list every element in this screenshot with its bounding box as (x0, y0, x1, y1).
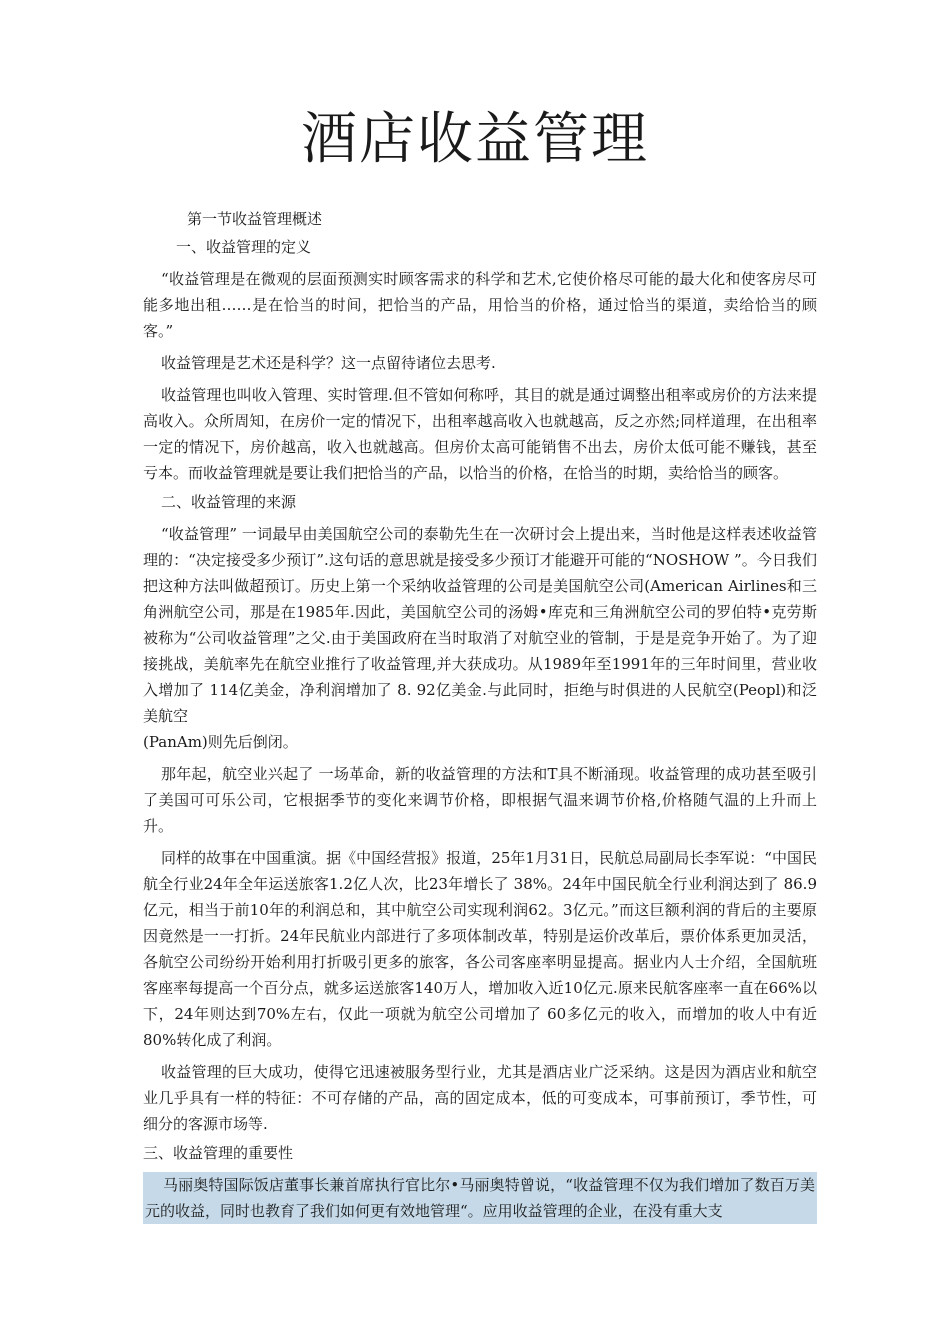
paragraph-alias: 收益管理也叫收入管理、实时管理.但不管如何称呼，其目的就是通过调整出租率或房价的方法来提高收入。众所周知，在房价一定的情况下，出租率越高收入也就越高，反之亦然;同样道理，在出租率一定的情况下，房价越高，收入也就越高。但房价太高可能销售不出去，房价太低可能不赚钱，甚至亏本。而收益管理就是要让我们把恰当的产品，以恰当的价格，在恰当的时期，卖给恰当的顾客。 (143, 386, 817, 482)
subsection-heading-origin: 二、收益管理的来源 (161, 493, 297, 511)
paragraph-origin-tail: (PanAm)则先后倒闭。 (143, 733, 298, 751)
paragraph-revolution: 那年起，航空业兴起了 一场革命，新的收益管理的方法和T具不断涌现。收益管理的成功甚至吸引了美国可可乐公司，它根据季节的变化来调节价格，即根据气温来调节价格,价格随气温的上升而上升。 (143, 765, 817, 835)
subsection-heading-definition: 一、收益管理的定义 (176, 238, 312, 256)
paragraph-success: 收益管理的巨大成功，使得它迅速被服务型行业，尤其是酒店业广泛采纳。这是因为酒店业和航空业几乎具有一样的特征：不可存储的产品，高的固定成本，低的可变成本，可事前预订，季节性，可细分的客源市场等. (143, 1063, 817, 1133)
subsection-heading-importance: 三、收益管理的重要性 (143, 1144, 294, 1162)
paragraph-question: 收益管理是艺术还是科学？这一点留待诸位去思考. (161, 354, 496, 372)
document-body (143, 206, 817, 1224)
section-heading: 第一节收益管理概述 (187, 210, 323, 228)
paragraph-origin: “收益管理” 一词最早由美国航空公司的泰勒先生在一次研讨会上提出来，当时他是这样表述收益管理的：“决定接受多少预订”.这句话的意思就是接受多少预订才能避开可能的“NOSHOW ”。今日我们把这种方法叫做超预订。历史上第一个采纳收益管理的公司是美国航空公司(American Airlines和三角洲航空公司，那是在1985年.因此，美国航空公司的汤姆•库克和三角洲航空公司的罗伯特•克劳斯被称为“公司收益管理”之父.由于美国政府在当时取消了对航空业的管制，于是是竞争开始了。为了迎接挑战，美航率先在航空业推行了收益管理,并大获成功。从1989年至1991年的三年时间里，营业收入增加了 114亿美金，净利润增加了 8. 92亿美金.与此同时，拒绝与时俱进的人民航空(Peopl)和泛美航空 (143, 525, 817, 725)
paragraph-definition: “收益管理是在微观的层面预测实时顾客需求的科学和艺术,它使价格尽可能的最大化和使客房尽可能多地出租……是在恰当的时间，把恰当的产品，用恰当的价格，通过恰当的渠道，卖给恰当的顾客。” (143, 270, 817, 340)
document-title: 酒店收益管理 (301, 107, 649, 172)
paragraph-china: 同样的故事在中国重演。据《中国经营报》报道，25年1月31日，民航总局副局长李军说：“中国民航全行业24年全年运送旅客1.2亿人次，比23年增长了 38%。24年中国民航全行业利润达到了 86.9亿元，相当于前10年的利润总和，其中航空公司实现利润62。3亿元。”而这巨额利润的背后的主要原因竟然是一一打折。24年民航业内部进行了多项体制改革，特别是运价改革后，票价体系更加灵活，各航空公司纷纷开始利用打折吸引更多的旅客，各公司客座率明显提高。据业内人士介绍，全国航班客座率每提高一个百分点，就多运送旅客140万人，增加收入近10亿元.原来民航客座率一直在66%以下，24年则达到70%左右，仅此一项就为航空公司增加了 60多亿元的收入，而增加的收人中有近80%转化成了利润。 (143, 849, 817, 1049)
paragraph-marriott-highlighted: 马丽奥特国际饭店董事长兼首席执行官比尔•马丽奥特曾说，“收益管理不仅为我们增加了数百万美元的收益，同时也教育了我们如何更有效地管理“。应用收益管理的企业，在没有重大支 (143, 1172, 817, 1224)
